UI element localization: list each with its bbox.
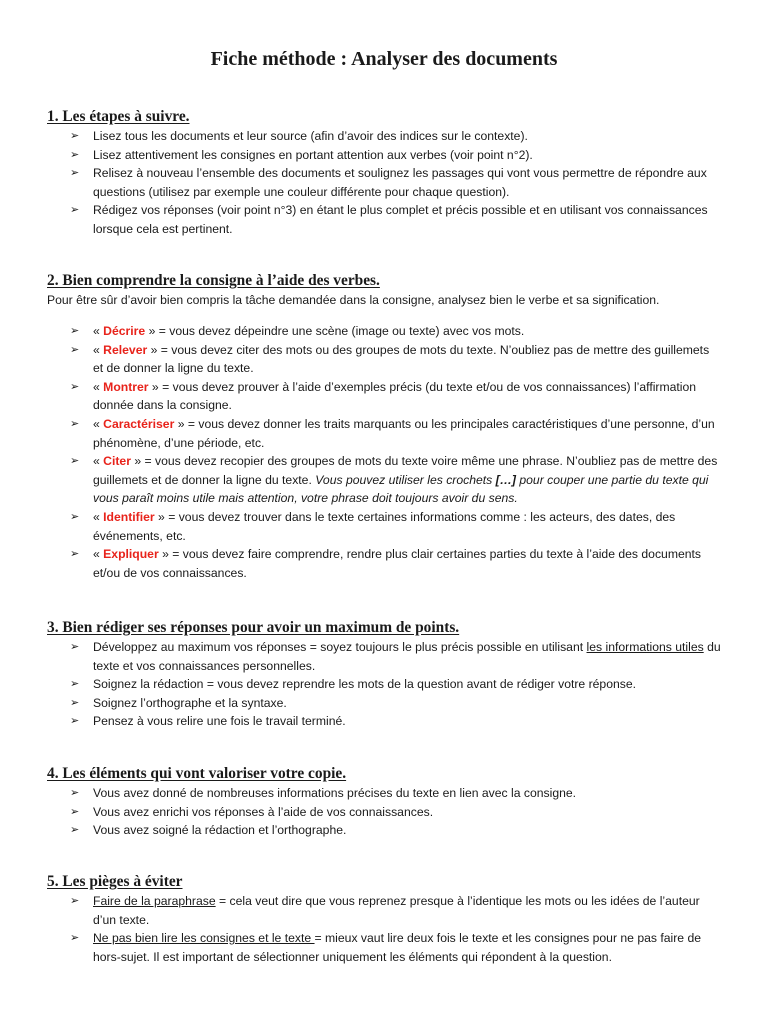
item-text: = mieux vaut lire deux fois le texte et les consignes pour ne pas faire de hors-sujet. Il est important de sélectionner uniquement les éléments qui répondent à la question. [93, 931, 702, 964]
item-text: Rédigez vos réponses (voir point n°3) en étant le plus complet et précis possible et en utilisant vos connaissances lorsque cela est pertinent. [93, 203, 708, 236]
verb-keyword: Relever [103, 342, 148, 357]
list-item: ➢ « Caractériser » = vous devez donner les traits marquants ou les principales caractéristiques d’une personne, d’un phénomène, d’une période, etc. [70, 416, 715, 450]
italic-note: Vous pouvez utiliser les crochets [315, 472, 496, 487]
list-item [0, 164, 721, 201]
arrow-bullet-icon: ➢ [70, 895, 80, 907]
verb-keyword: Expliquer [103, 547, 159, 562]
list-item: ➢ « Identifier » = vous devez trouver dans le texte certaines informations comme : les acteurs, des dates, des événements, etc. [70, 509, 676, 543]
section-1-list [0, 127, 721, 239]
list-item [0, 201, 721, 238]
underlined-text: les informations utiles [586, 640, 704, 654]
section-5-heading: 5. Les pièges à éviter [47, 873, 183, 890]
arrow-bullet-icon: ➢ [70, 380, 80, 393]
arrow-bullet-icon: ➢ [70, 455, 80, 468]
verb-keyword: Caractériser [103, 416, 175, 431]
item-text: Vous avez soigné la rédaction et l’orthographe. [93, 823, 347, 838]
underlined-text: Ne pas bien lire les consignes et le texte [93, 931, 315, 946]
brackets-symbol: […] [495, 472, 516, 487]
arrow-bullet-icon: ➢ [70, 130, 80, 142]
list-item: ➢ « Relever » = vous devez citer des mots ou des groupes de mots du texte. N’oubliez pas de mettre des guillemets et de donner la ligne du texte. [70, 342, 710, 376]
item-text: = vous devez prouver à l’aide d’exemples précis (du texte et/ou de vos connaissances) l’affirmation donnée dans la consigne. [93, 379, 697, 413]
arrow-bullet-icon: ➢ [70, 548, 80, 561]
italic-note-end: pour couper une partie du texte qui vous paraît moins utile mais attention, votre phrase doit toujours avoir du sens. [93, 472, 709, 506]
arrow-bullet-icon: ➢ [70, 510, 80, 523]
arrow-bullet-icon: ➢ [70, 167, 80, 180]
item-text: Pensez à vous relire une fois le travail terminé. [93, 714, 346, 729]
item-text: du texte et vos connaissances personnelles. [93, 640, 721, 673]
item-text: Soignez la rédaction = vous devez reprendre les mots de la question avant de rédiger votre réponse. [93, 677, 637, 692]
verb-keyword: Identifier [103, 509, 155, 524]
arrow-bullet-icon: ➢ [70, 325, 80, 337]
arrow-bullet-icon: ➢ [70, 696, 80, 709]
list-item [0, 784, 721, 803]
list-item: ➢ « Expliquer » = vous devez faire comprendre, rendre plus clair certaines parties du texte à l’aide des documents et/ou de vos connaissances. [70, 547, 702, 580]
item-text: Vous avez enrichi vos réponses à l’aide de vos connaissances. [93, 804, 434, 819]
list-item [0, 712, 721, 731]
item-text: = vous devez citer des mots ou des groupes de mots du texte. N’oubliez pas de mettre des guillemets et de donner la ligne du texte. [93, 342, 710, 376]
item-text: Vous avez donné de nombreuses informations précises du texte en lien avec la consigne. [93, 786, 577, 800]
underlined-text: Faire de la paraphrase [93, 894, 216, 908]
list-item: ➢ « Citer » = vous devez recopier des groupes de mots du texte voire même une phrase. N’oubliez pas de mettre des guillemets et de donner la ligne du texte. Vous pouvez utiliser les crochets […] pour couper une partie du texte qui vous paraît moins utile mais attention, votre phrase doit toujours avoir du sens. [70, 454, 718, 506]
item-text: Lisez attentivement les consignes en portant attention aux verbes (voir point n°2). [93, 147, 533, 162]
section-2-intro: Pour être sûr d’avoir bien compris la tâche demandée dans la consigne, analysez bien le verbe et sa signification. [47, 293, 660, 307]
item-text: = vous devez dépeindre une scène (image ou texte) avec vos mots. [155, 324, 525, 338]
arrow-bullet-icon: ➢ [70, 824, 80, 837]
list-item: ➢ « Montrer » = vous devez prouver à l’aide d’exemples précis (du texte et/ou de vos connaissances) l’affirmation donnée dans la consigne. [70, 379, 697, 413]
arrow-bullet-icon: ➢ [70, 787, 80, 799]
list-item: ➢ Développez au maximum vos réponses = soyez toujours le plus précis possible en utilisant les informations utiles du texte et vos connaissances personnelles. [70, 640, 721, 673]
arrow-bullet-icon: ➢ [70, 148, 80, 161]
page-title: Fiche méthode : Analyser des documents [210, 48, 558, 70]
section-1-heading: 1. Les étapes à suivre. [47, 108, 190, 125]
section-4-heading: 4. Les éléments qui vont valoriser votre copie. [47, 765, 347, 782]
verb-keyword: Montrer [103, 379, 149, 394]
verb-keyword: Citer [103, 454, 131, 469]
arrow-bullet-icon: ➢ [70, 641, 80, 653]
section-3-heading: 3. Bien rédiger ses réponses pour avoir un maximum de points. [47, 619, 460, 636]
list-item [0, 929, 721, 966]
arrow-bullet-icon: ➢ [70, 343, 80, 356]
section-4-list [0, 784, 721, 840]
arrow-bullet-icon: ➢ [70, 417, 80, 430]
item-text: = vous devez recopier des groupes de mots du texte voire même une phrase. N’oubliez pas de mettre des guillemets et de donner la ligne du texte. [93, 454, 718, 487]
list-item [0, 803, 721, 822]
arrow-bullet-icon: ➢ [70, 932, 80, 945]
section-5-list [0, 892, 721, 966]
list-item [0, 675, 721, 694]
section-3-list [0, 638, 721, 731]
list-item [0, 146, 721, 165]
item-text: Lisez tous les documents et leur source (afin d’avoir des indices sur le contexte). [93, 129, 528, 143]
item-text: Soignez l’orthographe et la syntaxe. [93, 695, 287, 710]
list-item [0, 694, 721, 713]
verb-keyword: Décrire [103, 324, 146, 338]
list-item [0, 892, 721, 929]
arrow-bullet-icon: ➢ [70, 204, 80, 217]
list-item [0, 821, 721, 840]
arrow-bullet-icon: ➢ [70, 678, 80, 691]
list-item [0, 127, 721, 146]
item-text: Relisez à nouveau l’ensemble des documents et soulignez les passages qui vont vous permettre de répondre aux questions (utilisez par exemple une couleur différente pour chaque question). [93, 166, 707, 199]
list-item: ➢ « Décrire » = vous devez dépeindre une scène (image ou texte) avec vos mots. [0, 322, 721, 341]
item-text: = vous devez donner les traits marquants ou les principales caractéristiques d’une personne, d’un phénomène, d’une période, etc. [93, 416, 715, 450]
item-text: = vous devez trouver dans le texte certaines informations comme : les acteurs, des dates, des événements, etc. [93, 509, 676, 543]
item-text: = cela veut dire que vous reprenez presque à l’identique les mots ou les idées de l’auteur d’un texte. [93, 894, 700, 927]
section-2-list [0, 322, 721, 582]
arrow-bullet-icon: ➢ [70, 805, 80, 818]
section-2-heading: 2. Bien comprendre la consigne à l’aide des verbes. [47, 272, 380, 289]
item-text: = vous devez faire comprendre, rendre plus clair certaines parties du texte à l’aide des documents et/ou de vos connaissances. [93, 547, 702, 580]
arrow-bullet-icon: ➢ [70, 715, 80, 728]
